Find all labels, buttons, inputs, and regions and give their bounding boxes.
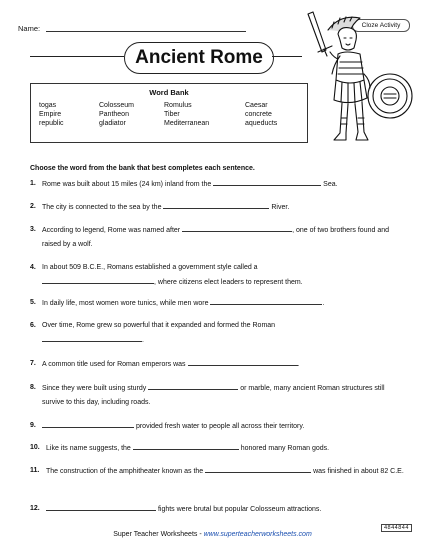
question-text: Since they were built using sturdy [42,385,147,392]
question-item [30,419,408,434]
question-text: The construction of the amphitheater known as the [46,468,204,475]
answer-blank[interactable] [42,419,134,428]
question-text: , one of two brothers found and raised by a wolf. [42,227,389,248]
answer-blank[interactable] [205,464,311,473]
question-number: 1. [30,180,36,187]
footer [0,531,425,538]
question-number: 6. [30,322,36,329]
title-rule-left [30,56,124,57]
question-text: Rome was built about 15 miles (24 km) inland from the [42,181,212,188]
question-item [30,381,408,409]
question-number: 11. [30,467,40,474]
question-text: fights were brutal but popular Colosseum attractions. [157,506,322,513]
question-number: 12. [30,505,40,512]
word-bank-grid [39,102,305,127]
answer-blank[interactable] [213,177,321,186]
answer-blank[interactable] [163,200,269,209]
question-text: was finished in about 82 C.E. [313,468,404,475]
footer-brand: Super Teacher Worksheets - [113,531,204,538]
word-bank [30,83,308,143]
answer-blank[interactable] [148,381,238,390]
question-number: 8. [30,384,36,391]
word-bank-item: togas [39,102,57,109]
question-number: 4. [30,264,36,271]
question-number: 9. [30,422,36,429]
worksheet-code: 4844844 [381,524,412,532]
answer-blank[interactable] [210,296,325,307]
roman-soldier-icon [300,8,418,158]
page-title: Ancient Rome [124,42,274,74]
question-item [30,261,408,289]
word-bank-item: aqueducts [245,120,278,127]
question-text: or marble, many ancient Roman structures still survive to this day, including roads. [42,385,385,406]
question-item [30,200,408,215]
question-text: Like its name suggests, the [46,445,131,452]
question-item [30,296,408,311]
question-text: . [297,361,300,368]
answer-blank[interactable] [42,275,154,284]
question-item [30,319,408,347]
name-field[interactable] [46,31,246,32]
word-bank-item: Caesar [245,102,268,109]
word-bank-item: Romulus [164,102,192,109]
question-text: . [322,300,325,307]
question-text: Over time, Rome grew so powerful that it expanded and formed the Roman [42,322,276,329]
question-number: 3. [30,226,36,233]
question-text: , where citizens elect leaders to represent them. [154,278,303,286]
word-bank-item: Colosseum [99,102,135,109]
footer-site-link[interactable]: www.superteacherworksheets.com [203,531,312,538]
answer-blank[interactable] [42,333,142,342]
word-bank-item: Pantheon [99,111,129,118]
question-text: provided fresh water to people all across their territory. [135,423,305,430]
question-text: According to legend, Rome was named after [42,227,181,234]
question-item [30,464,408,479]
question-number: 10. [30,444,40,451]
answer-blank[interactable] [133,441,239,450]
word-bank-item: Empire [39,111,62,118]
question-item [30,177,408,192]
word-bank-item: republic [39,120,64,127]
question-item [30,357,408,372]
question-item [30,441,408,456]
question-item [30,502,408,517]
word-bank-item: Mediterranean [164,120,210,127]
answer-blank[interactable] [188,357,298,366]
question-number: 7. [30,360,36,367]
word-bank-item: Tiber [164,111,180,118]
name-label: Name: [18,24,41,33]
question-text: River. [271,204,290,211]
question-number: 2. [30,203,36,210]
question-text: In daily life, most women wore tunics, while men wore [42,300,209,307]
title-rule-right [272,56,302,57]
question-text: . [142,336,144,344]
answer-blank[interactable] [182,223,292,232]
word-bank-title: Word Bank [149,88,189,97]
activity-badge: Cloze Activity [352,19,410,32]
question-text: honored many Roman gods. [240,445,330,452]
question-text: A common title used for Roman emperors was [42,361,186,368]
question-text: In about 509 B.C.E., Romans established a government style called a [42,264,258,271]
instructions: Choose the word from the bank that best completes each sentence. [30,165,255,172]
word-bank-item: concrete [245,111,272,118]
question-item [30,223,408,251]
question-text: The city is connected to the sea by the [42,204,162,211]
question-number: 5. [30,299,36,306]
word-bank-item: gladiator [99,120,126,127]
answer-blank[interactable] [46,502,156,511]
question-text: Sea. [323,181,338,188]
